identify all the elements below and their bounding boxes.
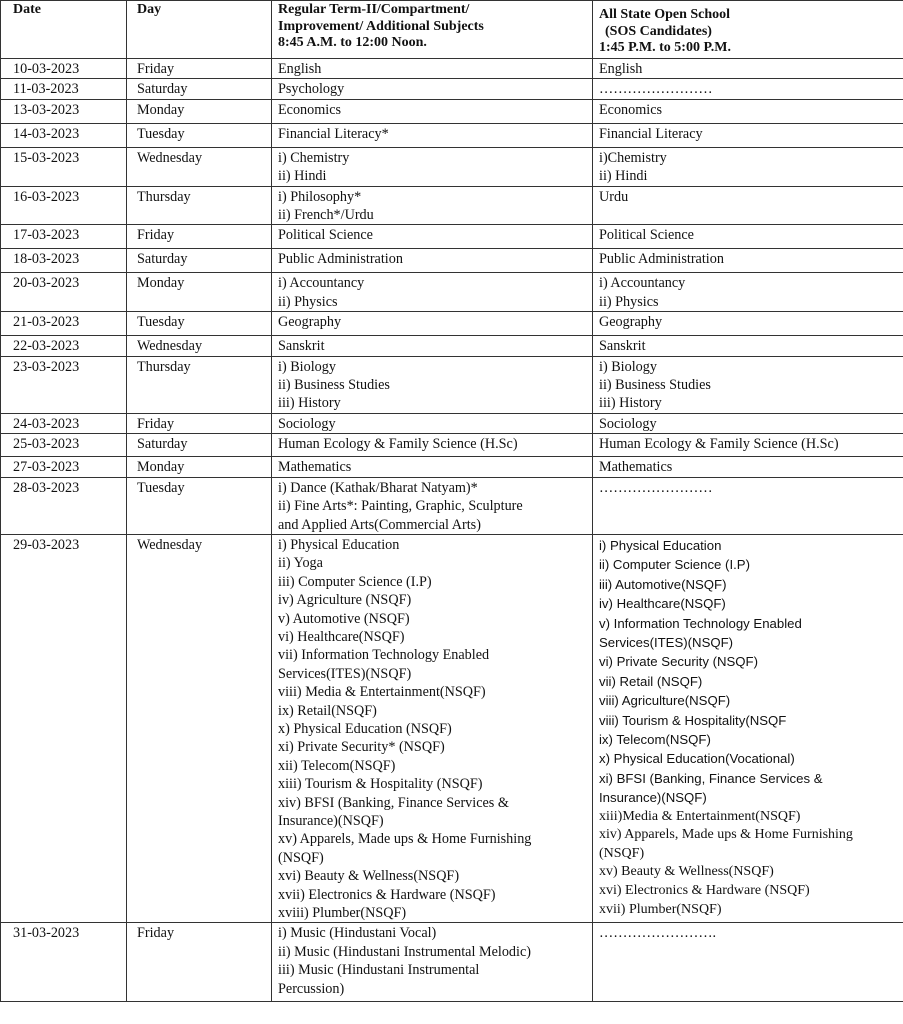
cell-regular-subjects	[272, 79, 593, 99]
table-row	[1, 186, 903, 225]
regular-subject-line: v) Automotive (NSQF)	[278, 610, 410, 627]
header-date: Date	[1, 1, 127, 59]
cell-sos-subjects	[593, 923, 903, 1002]
cell-regular-subjects	[272, 147, 593, 186]
table-body	[1, 59, 903, 1002]
sos-subject-line: iii) History	[599, 395, 662, 412]
cell-date: 31-03-2023	[1, 923, 127, 1002]
sos-subject-line: viii) Tourism & Hospitality(NSQF	[599, 712, 787, 728]
regular-subject-line: Economics	[278, 101, 342, 118]
cell-regular-subjects	[272, 356, 593, 413]
cell-day: Friday	[127, 923, 272, 1002]
table-row	[1, 457, 903, 477]
cell-day: Tuesday	[127, 477, 272, 534]
sos-subject-line: Mathematics	[599, 459, 673, 476]
cell-regular-subjects	[272, 923, 593, 1002]
regular-subject-line: Public Administration	[278, 251, 403, 268]
cell-date: 21-03-2023	[1, 312, 127, 336]
cell-sos-subjects	[593, 434, 903, 457]
header-regular-time: 8:45 A.M. to 12:00 Noon.	[278, 35, 427, 50]
regular-subject-line: (NSQF)	[278, 849, 324, 866]
regular-subject-line: ix) Retail(NSQF)	[278, 702, 377, 719]
cell-regular-subjects	[272, 534, 593, 923]
table-row	[1, 413, 903, 433]
cell-date: 13-03-2023	[1, 99, 127, 123]
regular-subject-line: x) Physical Education (NSQF)	[278, 720, 452, 737]
table-row	[1, 147, 903, 186]
cell-day: Saturday	[127, 79, 272, 99]
sos-subject-line: Public Administration	[599, 251, 724, 268]
cell-date: 15-03-2023	[1, 147, 127, 186]
sos-subject-line: xi) BFSI (Banking, Finance Services &	[599, 770, 823, 786]
cell-day: Wednesday	[127, 534, 272, 923]
cell-date: 22-03-2023	[1, 336, 127, 356]
cell-day: Friday	[127, 225, 272, 249]
regular-subject-line: vii) Information Technology Enabled	[278, 647, 490, 664]
cell-day: Tuesday	[127, 123, 272, 147]
cell-sos-subjects	[593, 273, 903, 312]
cell-sos-subjects	[593, 249, 903, 273]
cell-day: Monday	[127, 273, 272, 312]
regular-subject-line: xviii) Plumber(NSQF)	[278, 905, 407, 922]
cell-sos-subjects	[593, 457, 903, 477]
sos-subject-line: xvii) Plumber(NSQF)	[599, 901, 722, 917]
table-row	[1, 356, 903, 413]
regular-subject-line: ii) Yoga	[278, 555, 323, 572]
cell-regular-subjects	[272, 59, 593, 79]
sos-subject-line: viii) Agriculture(NSQF)	[599, 693, 731, 709]
cell-sos-subjects	[593, 312, 903, 336]
regular-subject-line: Political Science	[278, 227, 373, 244]
cell-day: Saturday	[127, 434, 272, 457]
sos-subject-line: Services(ITES)(NSQF)	[599, 634, 734, 650]
regular-subject-line: xvi) Beauty & Wellness(NSQF)	[278, 868, 460, 885]
regular-subject-line: i) Accountancy	[278, 275, 365, 292]
cell-sos-subjects	[593, 413, 903, 433]
cell-sos-subjects	[593, 356, 903, 413]
regular-subject-line: ii) Fine Arts*: Painting, Graphic, Sculpture	[278, 498, 523, 515]
sos-subject-line: Insurance)(NSQF)	[599, 790, 707, 806]
table-row	[1, 273, 903, 312]
cell-day: Monday	[127, 457, 272, 477]
sos-subject-line: i) Accountancy	[599, 275, 686, 292]
table-row	[1, 225, 903, 249]
regular-subject-line: Sociology	[278, 415, 336, 432]
regular-subject-line: Sanskrit	[278, 338, 325, 355]
regular-subject-line: iii) Computer Science (I.P)	[278, 573, 432, 590]
regular-subject-line: xiii) Tourism & Hospitality (NSQF)	[278, 776, 483, 793]
regular-subject-line: and Applied Arts(Commercial Arts)	[278, 516, 481, 533]
regular-subject-line: xvii) Electronics & Hardware (NSQF)	[278, 886, 496, 903]
cell-regular-subjects	[272, 434, 593, 457]
sos-subject-line: Geography	[599, 314, 663, 331]
cell-day: Wednesday	[127, 336, 272, 356]
sos-subject-line: vi) Private Security (NSQF)	[599, 654, 759, 670]
regular-subject-line: Psychology	[278, 81, 345, 98]
sos-subject-line: Sanskrit	[599, 338, 646, 355]
cell-day: Thursday	[127, 356, 272, 413]
regular-subject-line: i) Philosophy*	[278, 188, 362, 205]
sos-subject-line: v) Information Technology Enabled	[599, 615, 802, 631]
sos-subject-line: (NSQF)	[599, 845, 645, 861]
sos-subject-line: i) Physical Education	[599, 537, 722, 553]
regular-subject-line: Financial Literacy*	[278, 125, 389, 142]
regular-subject-line: Services(ITES)(NSQF)	[278, 665, 412, 682]
sos-subject-line: Sociology	[599, 415, 657, 432]
table-row	[1, 477, 903, 534]
regular-subject-line: ii) French*/Urdu	[278, 207, 374, 224]
cell-date: 27-03-2023	[1, 457, 127, 477]
cell-day: Friday	[127, 413, 272, 433]
cell-regular-subjects	[272, 336, 593, 356]
sos-subject-line: ii) Computer Science (I.P)	[599, 557, 750, 573]
sos-subject-line: ……………………	[599, 81, 713, 98]
regular-subject-line: i) Dance (Kathak/Bharat Natyam)*	[278, 479, 478, 496]
cell-date: 18-03-2023	[1, 249, 127, 273]
cell-date: 28-03-2023	[1, 477, 127, 534]
cell-date: 20-03-2023	[1, 273, 127, 312]
sos-subject-line: Financial Literacy	[599, 125, 703, 142]
regular-subject-line: English	[278, 61, 322, 77]
cell-regular-subjects	[272, 249, 593, 273]
sos-subject-line: iii) Automotive(NSQF)	[599, 576, 727, 592]
table-row	[1, 434, 903, 457]
cell-date: 25-03-2023	[1, 434, 127, 457]
cell-date: 23-03-2023	[1, 356, 127, 413]
sos-subject-line: Political Science	[599, 227, 694, 244]
cell-regular-subjects	[272, 312, 593, 336]
sos-subject-line: x) Physical Education(Vocational)	[599, 751, 795, 767]
table-row	[1, 79, 903, 99]
regular-subject-line: iv) Agriculture (NSQF)	[278, 592, 412, 609]
cell-date: 16-03-2023	[1, 186, 127, 225]
sos-subject-line: Human Ecology & Family Science (H.Sc)	[599, 436, 839, 453]
cell-date: 11-03-2023	[1, 79, 127, 99]
regular-subject-line: Mathematics	[278, 459, 352, 476]
table-row	[1, 312, 903, 336]
header-regular-title-1: Regular Term-II/Compartment/	[278, 2, 470, 17]
sos-subject-line: xiii)Media & Entertainment(NSQF)	[599, 808, 801, 824]
regular-subject-line: Percussion)	[278, 980, 345, 997]
cell-sos-subjects	[593, 79, 903, 99]
header-row	[1, 1, 903, 59]
cell-sos-subjects	[593, 534, 903, 923]
table-row	[1, 336, 903, 356]
cell-sos-subjects	[593, 123, 903, 147]
header-regular	[272, 1, 593, 59]
cell-day: Monday	[127, 99, 272, 123]
table-row	[1, 249, 903, 273]
regular-subject-line: vi) Healthcare(NSQF)	[278, 628, 405, 645]
table-row	[1, 123, 903, 147]
sos-subject-line: xvi) Electronics & Hardware (NSQF)	[599, 882, 810, 898]
sos-subject-line: xiv) Apparels, Made ups & Home Furnishing	[599, 827, 853, 843]
header-regular-title-2: Improvement/ Additional Subjects	[278, 18, 484, 34]
header-sos-title-2: (SOS Candidates)	[605, 23, 712, 39]
sos-subject-line: ii) Business Studies	[599, 377, 711, 394]
table-row	[1, 923, 903, 1002]
table-row	[1, 534, 903, 923]
regular-subject-line: i) Music (Hindustani Vocal)	[278, 925, 437, 942]
cell-date: 29-03-2023	[1, 534, 127, 923]
regular-subject-line: iii) Music (Hindustani Instrumental	[278, 962, 480, 979]
cell-sos-subjects	[593, 99, 903, 123]
cell-regular-subjects	[272, 186, 593, 225]
sos-subject-line: iv) Healthcare(NSQF)	[599, 596, 726, 612]
regular-subject-line: Geography	[278, 314, 342, 331]
cell-regular-subjects	[272, 225, 593, 249]
regular-subject-line: ii) Music (Hindustani Instrumental Melodic)	[278, 943, 531, 960]
sos-subject-line: i) Biology	[599, 358, 657, 375]
regular-subject-line: i) Chemistry	[278, 149, 350, 166]
cell-day: Friday	[127, 59, 272, 79]
sos-subject-line: …………………….	[599, 925, 717, 942]
regular-subject-line: i) Biology	[278, 358, 336, 375]
sos-subject-line: ii) Hindi	[599, 168, 648, 185]
table-row	[1, 59, 903, 79]
cell-regular-subjects	[272, 273, 593, 312]
cell-day: Saturday	[127, 249, 272, 273]
header-sos-time: 1:45 P.M. to 5:00 P.M.	[599, 40, 731, 55]
cell-sos-subjects	[593, 225, 903, 249]
regular-subject-line: ii) Physics	[278, 293, 338, 310]
regular-subject-line: ii) Business Studies	[278, 377, 390, 394]
sos-subject-line: xv) Beauty & Wellness(NSQF)	[599, 864, 774, 880]
cell-day: Thursday	[127, 186, 272, 225]
sos-subject-line: Urdu	[599, 188, 629, 205]
cell-sos-subjects	[593, 336, 903, 356]
sos-subject-line: ii) Physics	[599, 293, 659, 310]
regular-subject-line: Insurance)(NSQF)	[278, 813, 384, 829]
cell-date: 17-03-2023	[1, 225, 127, 249]
cell-sos-subjects	[593, 59, 903, 79]
regular-subject-line: viii) Media & Entertainment(NSQF)	[278, 684, 486, 701]
sos-subject-line: ……………………	[599, 479, 713, 496]
regular-subject-line: xiv) BFSI (Banking, Finance Services &	[278, 794, 509, 811]
regular-subject-line: ii) Hindi	[278, 168, 327, 185]
cell-sos-subjects	[593, 186, 903, 225]
cell-date: 10-03-2023	[1, 59, 127, 79]
cell-day: Wednesday	[127, 147, 272, 186]
regular-subject-line: xv) Apparels, Made ups & Home Furnishing	[278, 831, 532, 848]
header-day: Day	[127, 1, 272, 59]
regular-subject-line: iii) History	[278, 395, 341, 412]
sos-subject-line: ix) Telecom(NSQF)	[599, 731, 711, 747]
cell-date: 14-03-2023	[1, 123, 127, 147]
cell-regular-subjects	[272, 123, 593, 147]
cell-regular-subjects	[272, 413, 593, 433]
sos-subject-line: i)Chemistry	[599, 149, 667, 166]
sos-subject-line: vii) Retail (NSQF)	[599, 673, 703, 689]
cell-sos-subjects	[593, 147, 903, 186]
regular-subject-line: Human Ecology & Family Science (H.Sc)	[278, 436, 518, 453]
header-sos-title-1: All State Open School	[599, 7, 731, 22]
header-sos	[593, 1, 903, 59]
table-row	[1, 99, 903, 123]
regular-subject-line: xii) Telecom(NSQF)	[278, 757, 396, 774]
cell-regular-subjects	[272, 477, 593, 534]
cell-date: 24-03-2023	[1, 413, 127, 433]
cell-sos-subjects	[593, 477, 903, 534]
regular-subject-line: i) Physical Education	[278, 536, 400, 553]
regular-subject-line: xi) Private Security* (NSQF)	[278, 739, 445, 756]
cell-regular-subjects	[272, 457, 593, 477]
cell-regular-subjects	[272, 99, 593, 123]
sos-subject-line: English	[599, 61, 643, 77]
cell-day: Tuesday	[127, 312, 272, 336]
sos-subject-line: Economics	[599, 101, 663, 118]
